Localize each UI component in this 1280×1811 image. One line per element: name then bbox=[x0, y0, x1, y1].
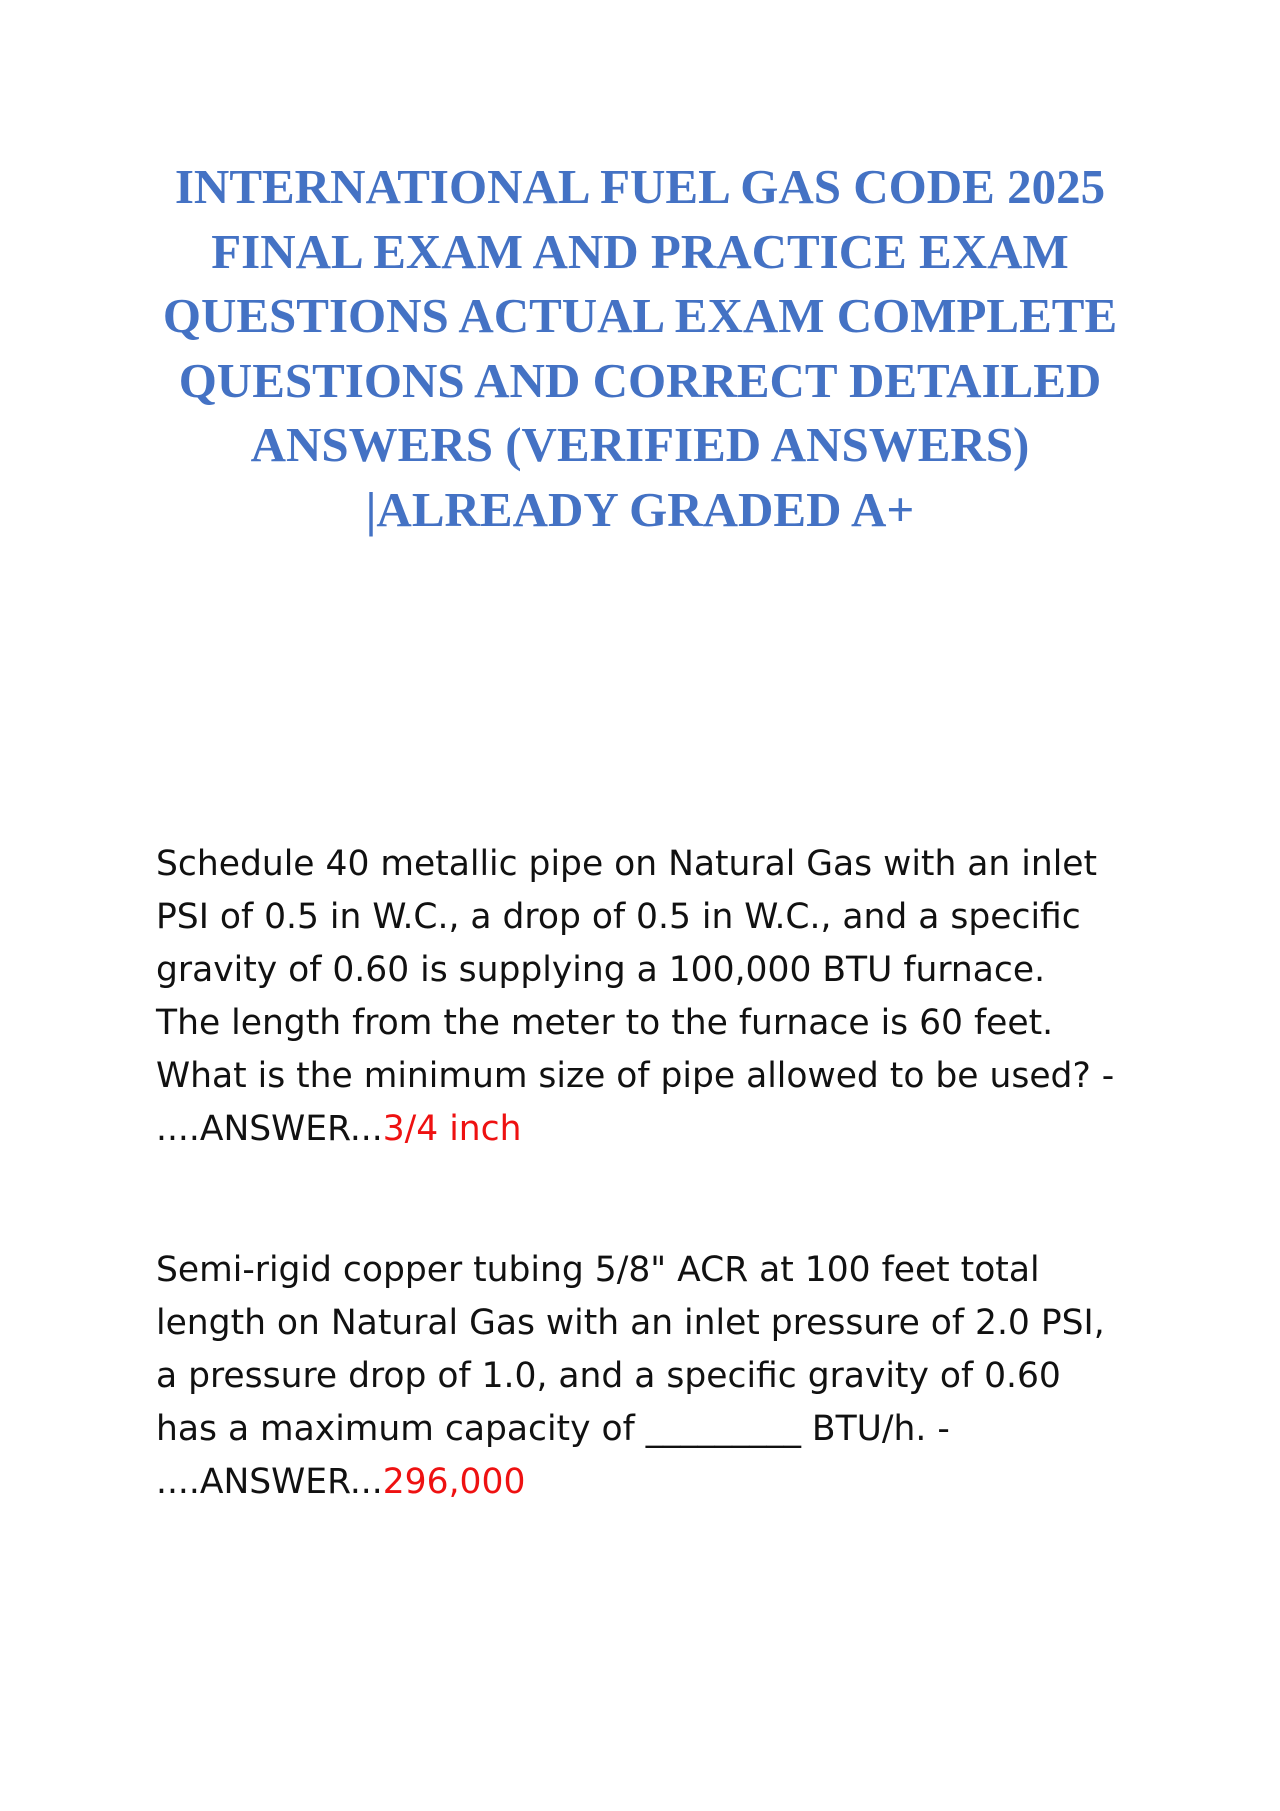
question-text-1: Schedule 40 metallic pipe on Natural Gas with an inlet PSI of 0.5 in W.C., a drop of 0.5 in W.C., and a specific gravity of 0.60 is supplying a 100,000 BTU furnace. The length from the meter to the furnace is 60 feet. What is the minimum size of pipe allowed to be used? - ....ANSWER... bbox=[156, 844, 1115, 1149]
answer-text-2: 296,000 bbox=[382, 1462, 526, 1502]
question-block-1 bbox=[156, 838, 1116, 1156]
question-block-2 bbox=[156, 1244, 1116, 1509]
document-title: INTERNATIONAL FUEL GAS CODE 2025 FINAL EXAM AND PRACTICE EXAM QUESTIONS ACTUAL EXAM COMPLETE QUESTIONS AND CORRECT DETAILED ANSWERS (VERIFIED ANSWERS) |ALREADY GRADED A+ bbox=[162, 159, 1118, 537]
answer-text-1: 3/4 inch bbox=[382, 1109, 522, 1149]
question-text-2: Semi-rigid copper tubing 5/8" ACR at 100 feet total length on Natural Gas with an inlet pressure of 2.0 PSI, a pressure drop of 1.0, and a specific gravity of 0.60 has a maximum capacity of _________ BTU/h. - ....ANSWER... bbox=[156, 1250, 1105, 1502]
